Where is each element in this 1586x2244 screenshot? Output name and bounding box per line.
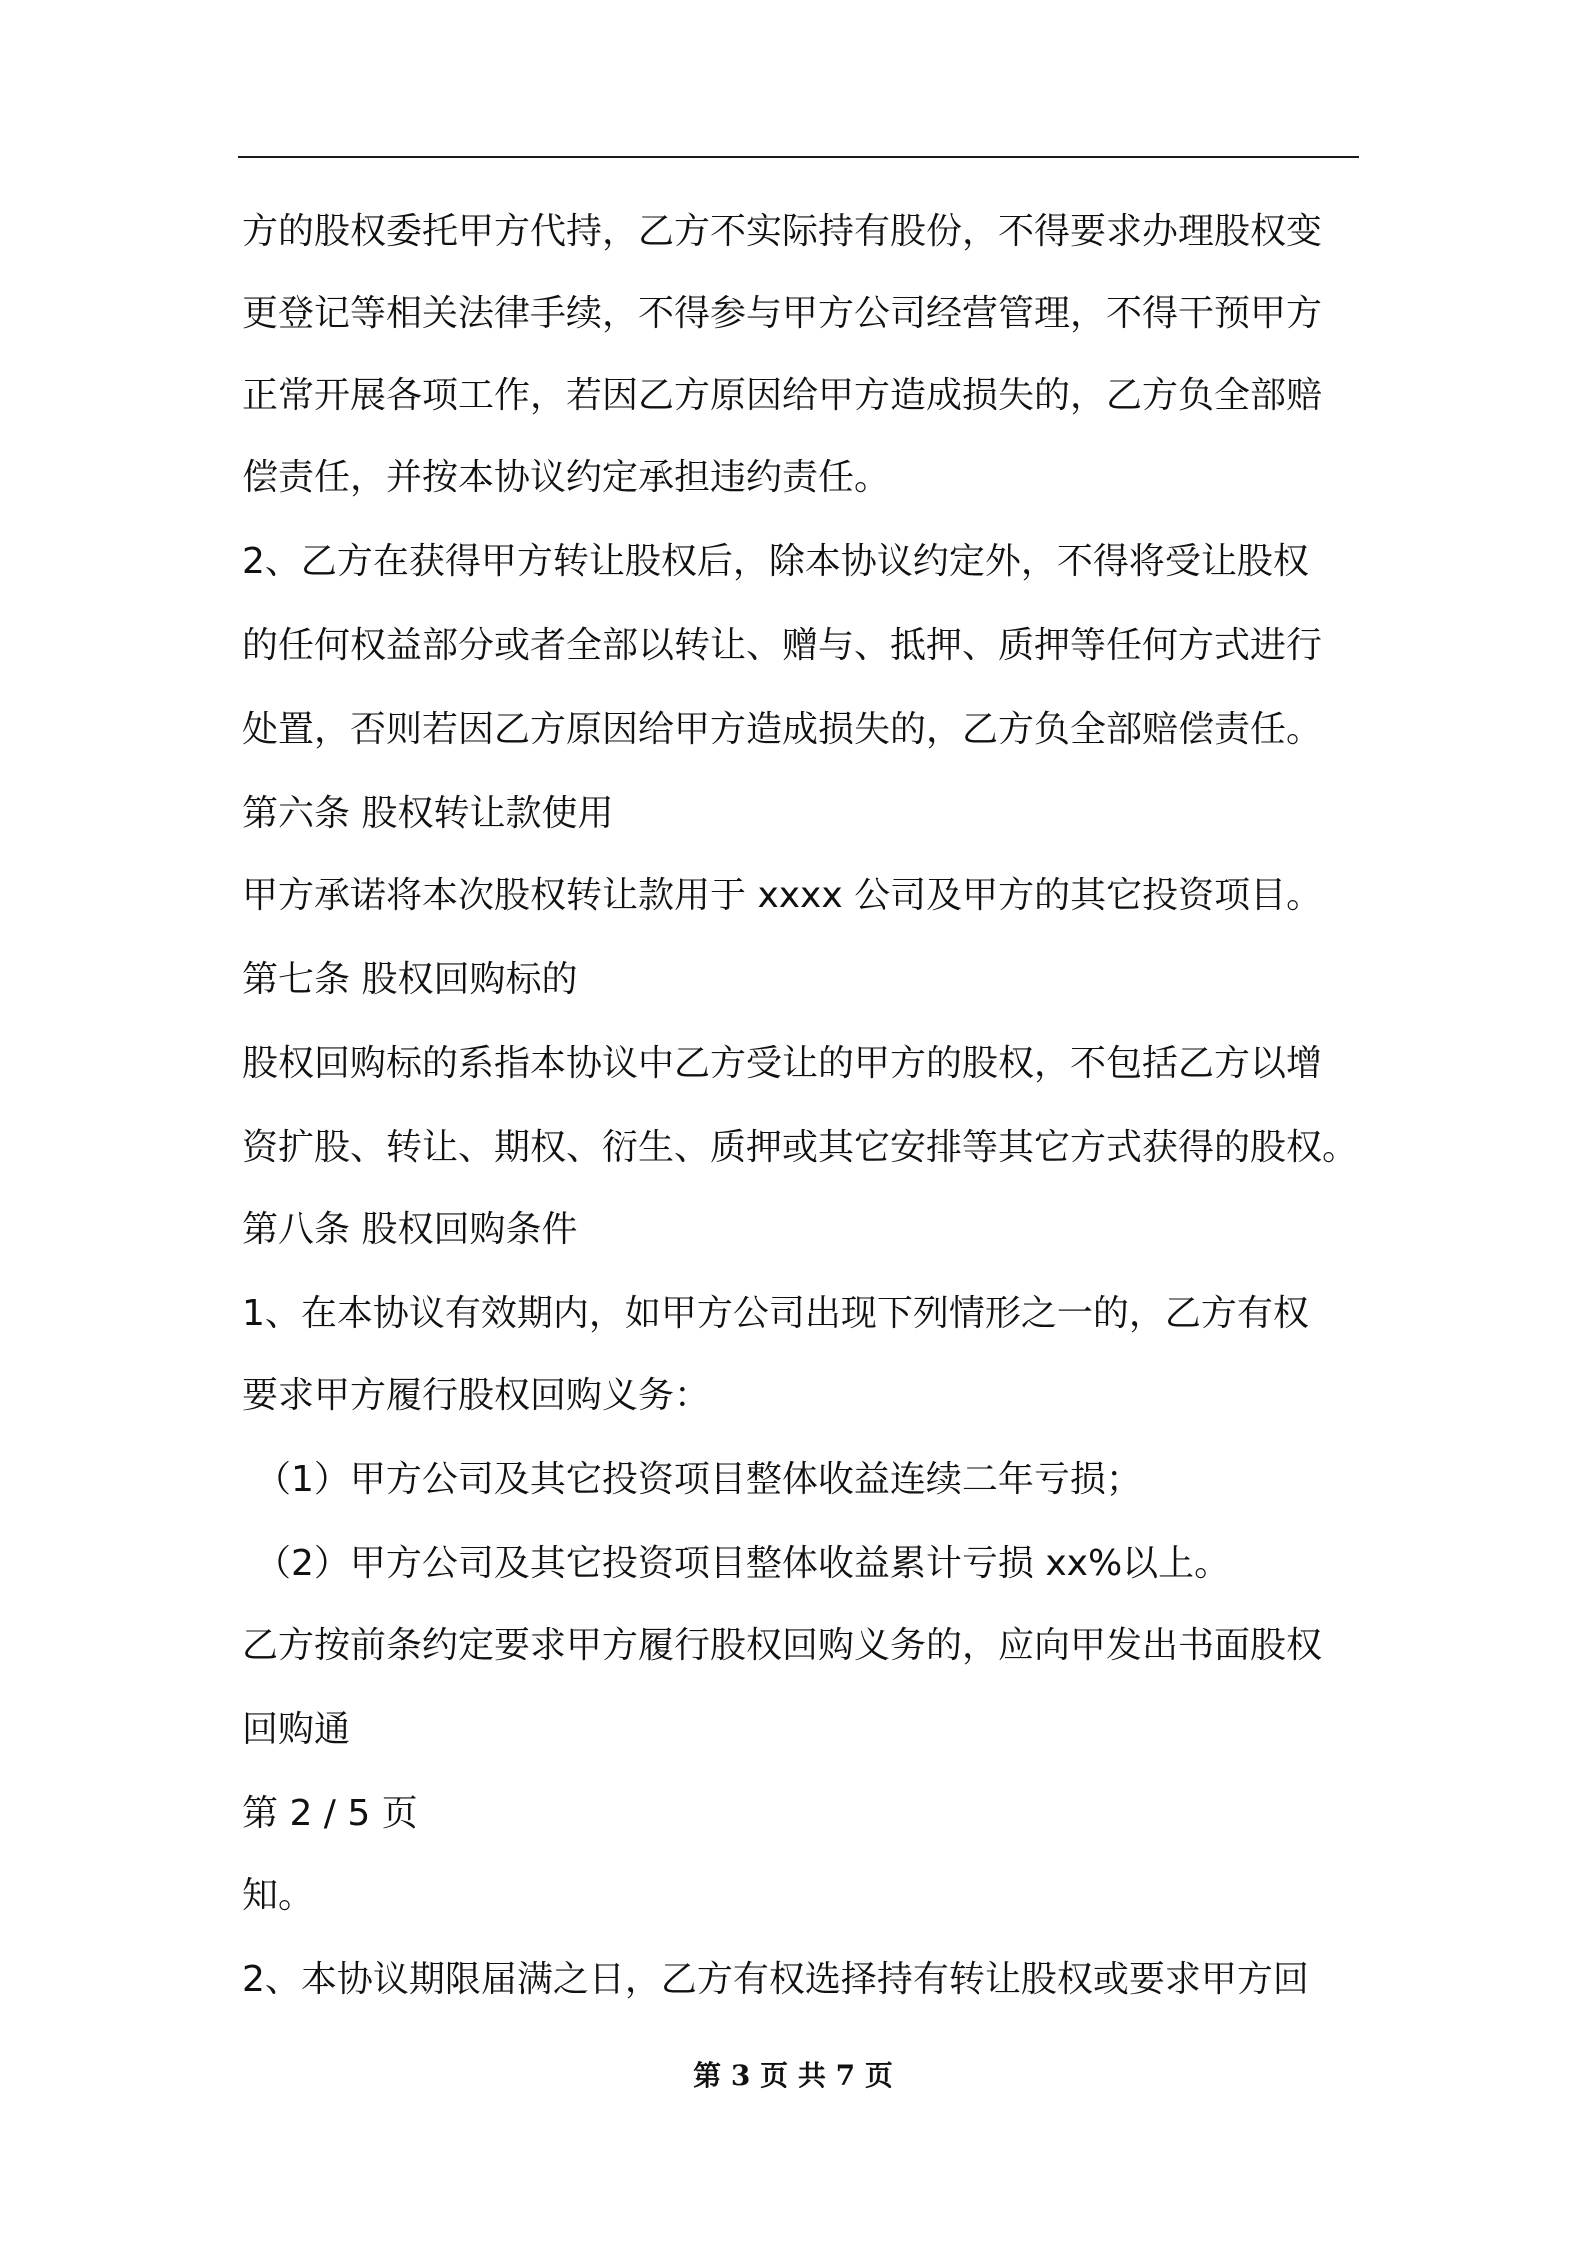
text-line: 处置，否则若因乙方原因给甲方造成损失的，乙方负全部赔偿责任。 <box>242 709 1323 750</box>
text-line: 乙方按前条约定要求甲方履行股权回购义务的，应向甲发出书面股权 <box>242 1625 1323 1666</box>
text-line: 2、乙方在获得甲方转让股权后，除本协议约定外，不得将受让股权 <box>242 541 1309 582</box>
header-rule <box>238 156 1359 158</box>
text-line: 方的股权委托甲方代持，乙方不实际持有股份，不得要求办理股权变 <box>242 211 1323 252</box>
text-line: 的任何权益部分或者全部以转让、赠与、抵押、质押等任何方式进行 <box>242 625 1323 666</box>
text-line: 股权回购标的系指本协议中乙方受让的甲方的股权，不包括乙方以增 <box>242 1043 1323 1084</box>
text-line: 要求甲方履行股权回购义务： <box>242 1375 711 1416</box>
inner-page-number: 第 2 / 5 页 <box>242 1793 418 1834</box>
text-line: 正常开展各项工作，若因乙方原因给甲方造成损失的，乙方负全部赔 <box>242 375 1323 416</box>
section-heading: 第七条 股权回购标的 <box>242 959 578 1000</box>
text-line: 2、本协议期限届满之日，乙方有权选择持有转让股权或要求甲方回 <box>242 1959 1309 2000</box>
list-item: （2）甲方公司及其它投资项目整体收益累计亏损 xx%以上。 <box>255 1543 1231 1584</box>
list-item: （1）甲方公司及其它投资项目整体收益连续二年亏损； <box>255 1459 1142 1500</box>
text-line: 知。 <box>242 1875 315 1916</box>
text-line: 1、在本协议有效期内，如甲方公司出现下列情形之一的，乙方有权 <box>242 1293 1309 1334</box>
text-line: 回购通 <box>242 1709 351 1750</box>
text-line: 甲方承诺将本次股权转让款用于 xxxx 公司及甲方的其它投资项目。 <box>242 875 1323 916</box>
section-heading: 第六条 股权转让款使用 <box>242 793 614 834</box>
text-line: 偿责任，并按本协议约定承担违约责任。 <box>242 457 891 498</box>
text-line: 资扩股、转让、期权、衍生、质押或其它安排等其它方式获得的股权。 <box>242 1127 1359 1168</box>
section-heading: 第八条 股权回购条件 <box>242 1209 578 1250</box>
text-line: 更登记等相关法律手续，不得参与甲方公司经营管理，不得干预甲方 <box>242 293 1323 334</box>
page-footer: 第 3 页 共 7 页 <box>693 2059 893 2092</box>
